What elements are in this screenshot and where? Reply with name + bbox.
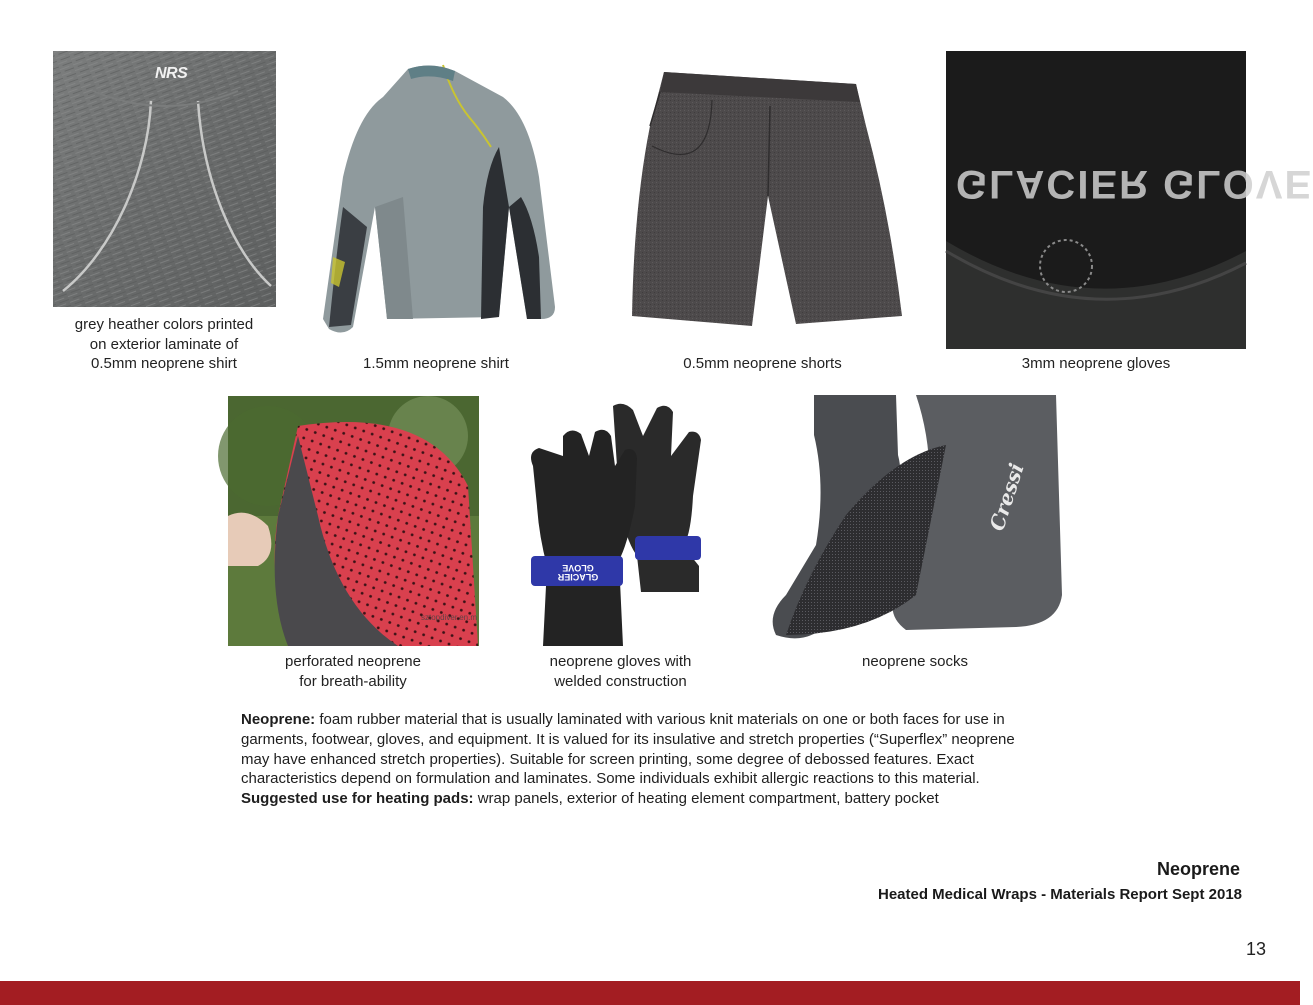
- neoprene-shorts-photo: [620, 66, 910, 336]
- grey-heather-shirt-photo: [53, 51, 276, 307]
- glacier-glove-logo: GLACIER GLOVE: [956, 162, 1313, 206]
- caption-grey-heather-shirt: grey heather colors printed on exterior laminate of 0.5mm neoprene shirt: [74, 316, 254, 372]
- page-number: 13: [1245, 939, 1266, 959]
- neoprene-socks-photo: [766, 395, 1066, 648]
- watermark-text: sztopdiver.en.m: [420, 613, 477, 622]
- description-body: foam rubber material that is usually laminated with various knit materials on one or both faces for use in garments, footwear, gloves, and equipment. It is valued for its insulative and stretch properties (“Superflex” neoprene may have enhanced stretch properties). Suitable for screen printing, some degree of debossed features. Exact characteristics depend on formulation and laminates. Some individuals exhibit allergic reactions to this material.: [241, 711, 1015, 788]
- caption-neoprene-gloves: 3mm neoprene gloves: [1021, 355, 1171, 372]
- suggested-use-body: wrap panels, exterior of heating element compartment, battery pocket: [473, 790, 939, 808]
- neoprene-gloves-closeup-photo: [946, 51, 1313, 349]
- section-title: Neoprene: [1156, 859, 1240, 879]
- material-description: [241, 710, 1041, 809]
- report-subtitle: Heated Medical Wraps - Materials Report Sept 2018: [877, 886, 1242, 903]
- caption-perforated-neoprene: perforated neoprene for breath-ability: [285, 653, 421, 690]
- suggested-use-label: Suggested use for heating pads:: [241, 790, 474, 808]
- neoprene-shirt-photo: [303, 57, 563, 349]
- nrs-logo: NRS: [155, 65, 188, 82]
- description-term: Neoprene:: [241, 711, 316, 728]
- caption-neoprene-socks: neoprene socks: [862, 653, 968, 670]
- caption-welded-gloves: neoprene gloves with welded construction: [549, 653, 692, 690]
- caption-neoprene-shirt: 1.5mm neoprene shirt: [363, 355, 509, 372]
- glove-strap-logo-left: GLACIER GLOVE: [557, 563, 599, 582]
- cressi-logo: Cressi: [984, 460, 1029, 534]
- footer-accent-bar: [0, 981, 1300, 1005]
- welded-gloves-photo: [523, 396, 723, 646]
- caption-neoprene-shorts: 0.5mm neoprene shorts: [683, 355, 842, 372]
- perforated-neoprene-photo: [228, 396, 479, 646]
